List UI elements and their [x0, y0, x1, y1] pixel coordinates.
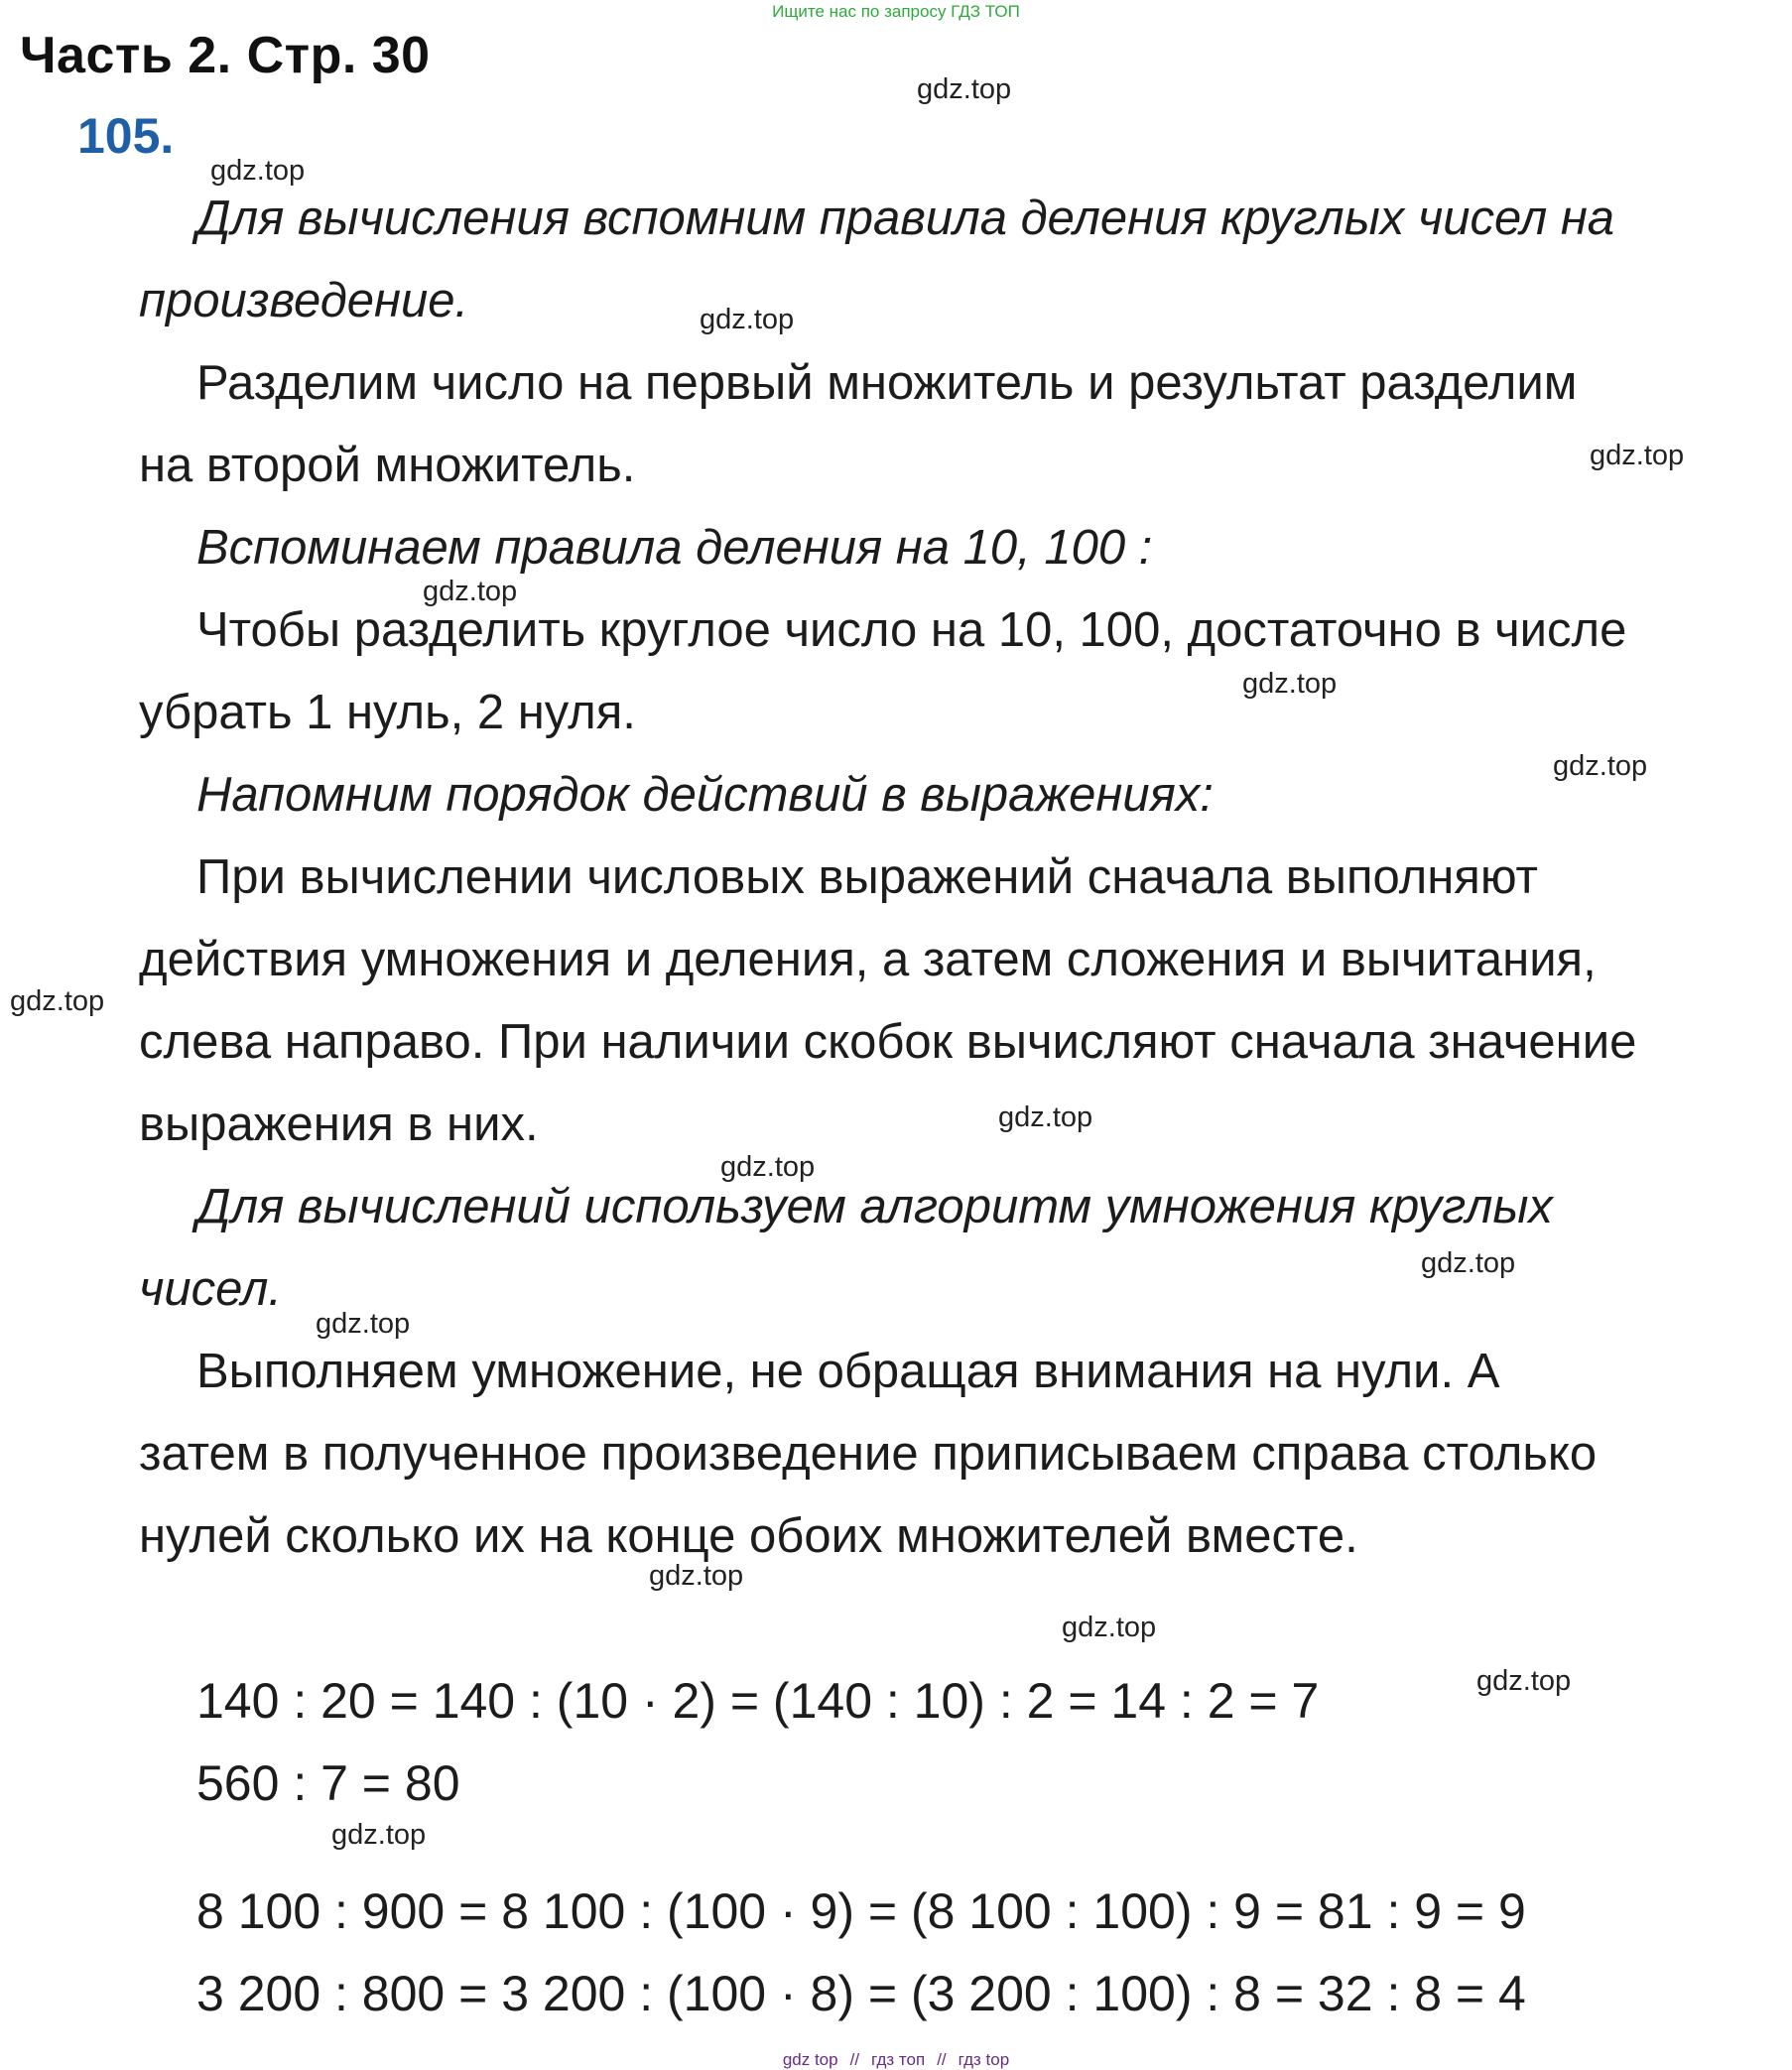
text-line-15: Выполняем умножение, не обращая внимания на нули. А: [196, 1345, 1500, 1398]
top-banner: Ищите нас по запросу ГДЗ ТОП: [772, 2, 1020, 21]
text-line-4: на второй множитель.: [139, 439, 636, 492]
task-number: 105.: [77, 108, 175, 164]
watermark: gdz.top: [210, 155, 306, 187]
text-line-6: Чтобы разделить круглое число на 10, 100, достаточно в числе: [196, 603, 1627, 657]
text-line-11: слева направо. При наличии скобок вычисляют сначала значение: [139, 1015, 1637, 1069]
watermark: gdz.top: [1590, 440, 1685, 471]
text-line-17: нулей сколько их на конце обоих множителей вместе.: [139, 1509, 1358, 1563]
watermark: gdz.top: [331, 1819, 427, 1851]
watermark: gdz.top: [1242, 668, 1338, 700]
watermark: gdz.top: [700, 304, 795, 335]
text-line-1: Для вычисления вспомним правила деления круглых чисел на: [196, 192, 1615, 245]
watermark: gdz.top: [1476, 1665, 1572, 1697]
footer-separator: //: [937, 2050, 947, 2069]
footer-item: gdz top: [782, 2050, 838, 2069]
text-line-12: выражения в них.: [139, 1098, 539, 1151]
watermark: gdz.top: [423, 576, 518, 607]
watermark: gdz.top: [1553, 750, 1648, 782]
watermark: gdz.top: [10, 985, 105, 1017]
calculation-1: 140 : 20 = 140 : (10 · 2) = (140 : 10) : 2 = 14 : 2 = 7: [196, 1673, 1320, 1729]
footer-separator: //: [849, 2050, 860, 2069]
footer: [0, 2050, 1792, 2070]
watermark: gdz.top: [720, 1151, 816, 1183]
text-line-13: Для вычислений используем алгоритм умножения круглых: [196, 1180, 1553, 1233]
watermark: gdz.top: [998, 1101, 1093, 1133]
footer-item: гдз топ: [871, 2050, 926, 2069]
text-line-9: При вычислении числовых выражений сначала выполняют: [196, 850, 1538, 904]
text-line-2: произведение.: [139, 274, 469, 327]
text-line-14: чисел.: [139, 1262, 282, 1316]
text-line-5: Вспоминаем правила деления на 10, 100 :: [196, 521, 1153, 575]
watermark: gdz.top: [649, 1560, 744, 1592]
watermark: gdz.top: [1062, 1612, 1157, 1643]
calculation-3: 8 100 : 900 = 8 100 : (100 · 9) = (8 100 : 100) : 9 = 81 : 9 = 9: [196, 1883, 1526, 1939]
footer-item: гдз top: [958, 2050, 1010, 2069]
text-line-3: Разделим число на первый множитель и результат разделим: [196, 356, 1578, 410]
page-title: Часть 2. Стр. 30: [20, 27, 431, 84]
watermark: gdz.top: [316, 1308, 411, 1340]
text-line-10: действия умножения и деления, а затем сложения и вычитания,: [139, 933, 1597, 986]
text-line-8: Напомним порядок действий в выражениях:: [196, 768, 1214, 822]
watermark: gdz.top: [917, 73, 1012, 105]
text-line-16: затем в полученное произведение приписываем справа столько: [139, 1427, 1598, 1481]
calculation-2: 560 : 7 = 80: [196, 1755, 460, 1811]
text-line-7: убрать 1 нуль, 2 нуля.: [139, 686, 636, 739]
calculation-4: 3 200 : 800 = 3 200 : (100 · 8) = (3 200 : 100) : 8 = 32 : 8 = 4: [196, 1966, 1526, 2021]
watermark: gdz.top: [1421, 1247, 1516, 1279]
